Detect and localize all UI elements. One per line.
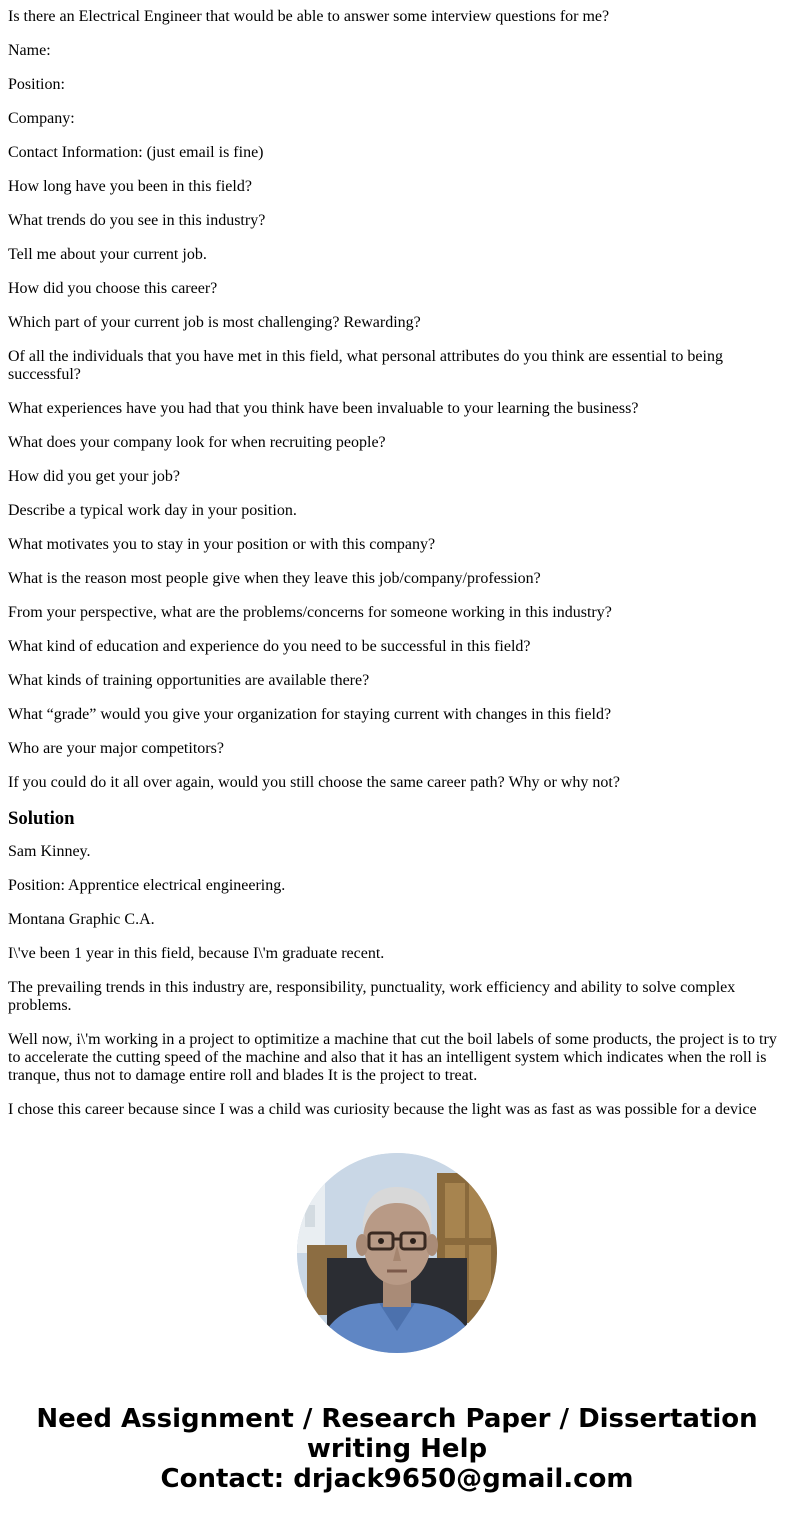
question-line: What does your company look for when recruiting people?: [8, 434, 386, 451]
answer-line: Position: Apprentice electrical engineering.: [8, 877, 286, 894]
document-content: [8, 0, 786, 1122]
answer-line: Sam Kinney.: [8, 843, 91, 860]
question-line: How did you get your job?: [8, 468, 180, 485]
tutor-avatar: [297, 1153, 497, 1353]
question-title: Is there an Electrical Engineer that would be able to answer some interview questions for me?: [8, 8, 610, 25]
tutor-photo-icon: [297, 1153, 497, 1353]
answer-line: I\'ve been 1 year in this field, because I\'m graduate recent.: [8, 945, 385, 962]
question-line-company: Company:: [8, 110, 75, 127]
question-line: What kind of education and experience do you need to be successful in this field?: [8, 638, 531, 655]
answer-line: The prevailing trends in this industry are, responsibility, punctuality, work efficiency and ability to solve complex problems.: [8, 979, 736, 1014]
solution-heading: Solution: [8, 808, 75, 829]
promo-line: writing Help: [306, 1434, 488, 1464]
question-line-position: Position:: [8, 76, 65, 93]
question-line: Describe a typical work day in your position.: [8, 502, 297, 519]
question-line: Of all the individuals that you have met in this field, what personal attributes do you think are essential to being successful?: [8, 348, 723, 383]
question-line: How did you choose this career?: [8, 280, 218, 297]
promo-contact: Contact: drjack9650@gmail.com: [160, 1464, 634, 1494]
question-line: What motivates you to stay in your position or with this company?: [8, 536, 436, 553]
question-line: If you could do it all over again, would you still choose the same career path? Why or why not?: [8, 774, 620, 791]
question-line: What trends do you see in this industry?: [8, 212, 266, 229]
question-line: From your perspective, what are the problems/concerns for someone working in this industry?: [8, 604, 612, 621]
promo-line: Need Assignment / Research Paper / Dissertation: [36, 1404, 758, 1434]
answer-line: I chose this career because since I was a child was curiosity because the light was as fast as was possible for a device: [8, 1101, 757, 1118]
question-line: Tell me about your current job.: [8, 246, 207, 263]
question-line: What kinds of training opportunities are available there?: [8, 672, 370, 689]
question-line-name: Name:: [8, 42, 51, 59]
question-line-contact: Contact Information: (just email is fine): [8, 144, 264, 161]
promo-banner: [0, 1404, 794, 1494]
question-line: What “grade” would you give your organization for staying current with changes in this field?: [8, 706, 612, 723]
question-line: What is the reason most people give when they leave this job/company/profession?: [8, 570, 541, 587]
question-line: How long have you been in this field?: [8, 178, 252, 195]
question-line: Which part of your current job is most challenging? Rewarding?: [8, 314, 421, 331]
answer-line: Montana Graphic C.A.: [8, 911, 155, 928]
question-line: Who are your major competitors?: [8, 740, 224, 757]
question-line: What experiences have you had that you think have been invaluable to your learning the business?: [8, 400, 639, 417]
answer-line: Well now, i\'m working in a project to optimitize a machine that cut the boil labels of some products, the project is to try to accelerate the cutting speed of the machine and also that it has an intelligent system which indicates when the roll is tranque, thus not to damage entire roll and blades It is the project to treat.: [8, 1031, 777, 1084]
